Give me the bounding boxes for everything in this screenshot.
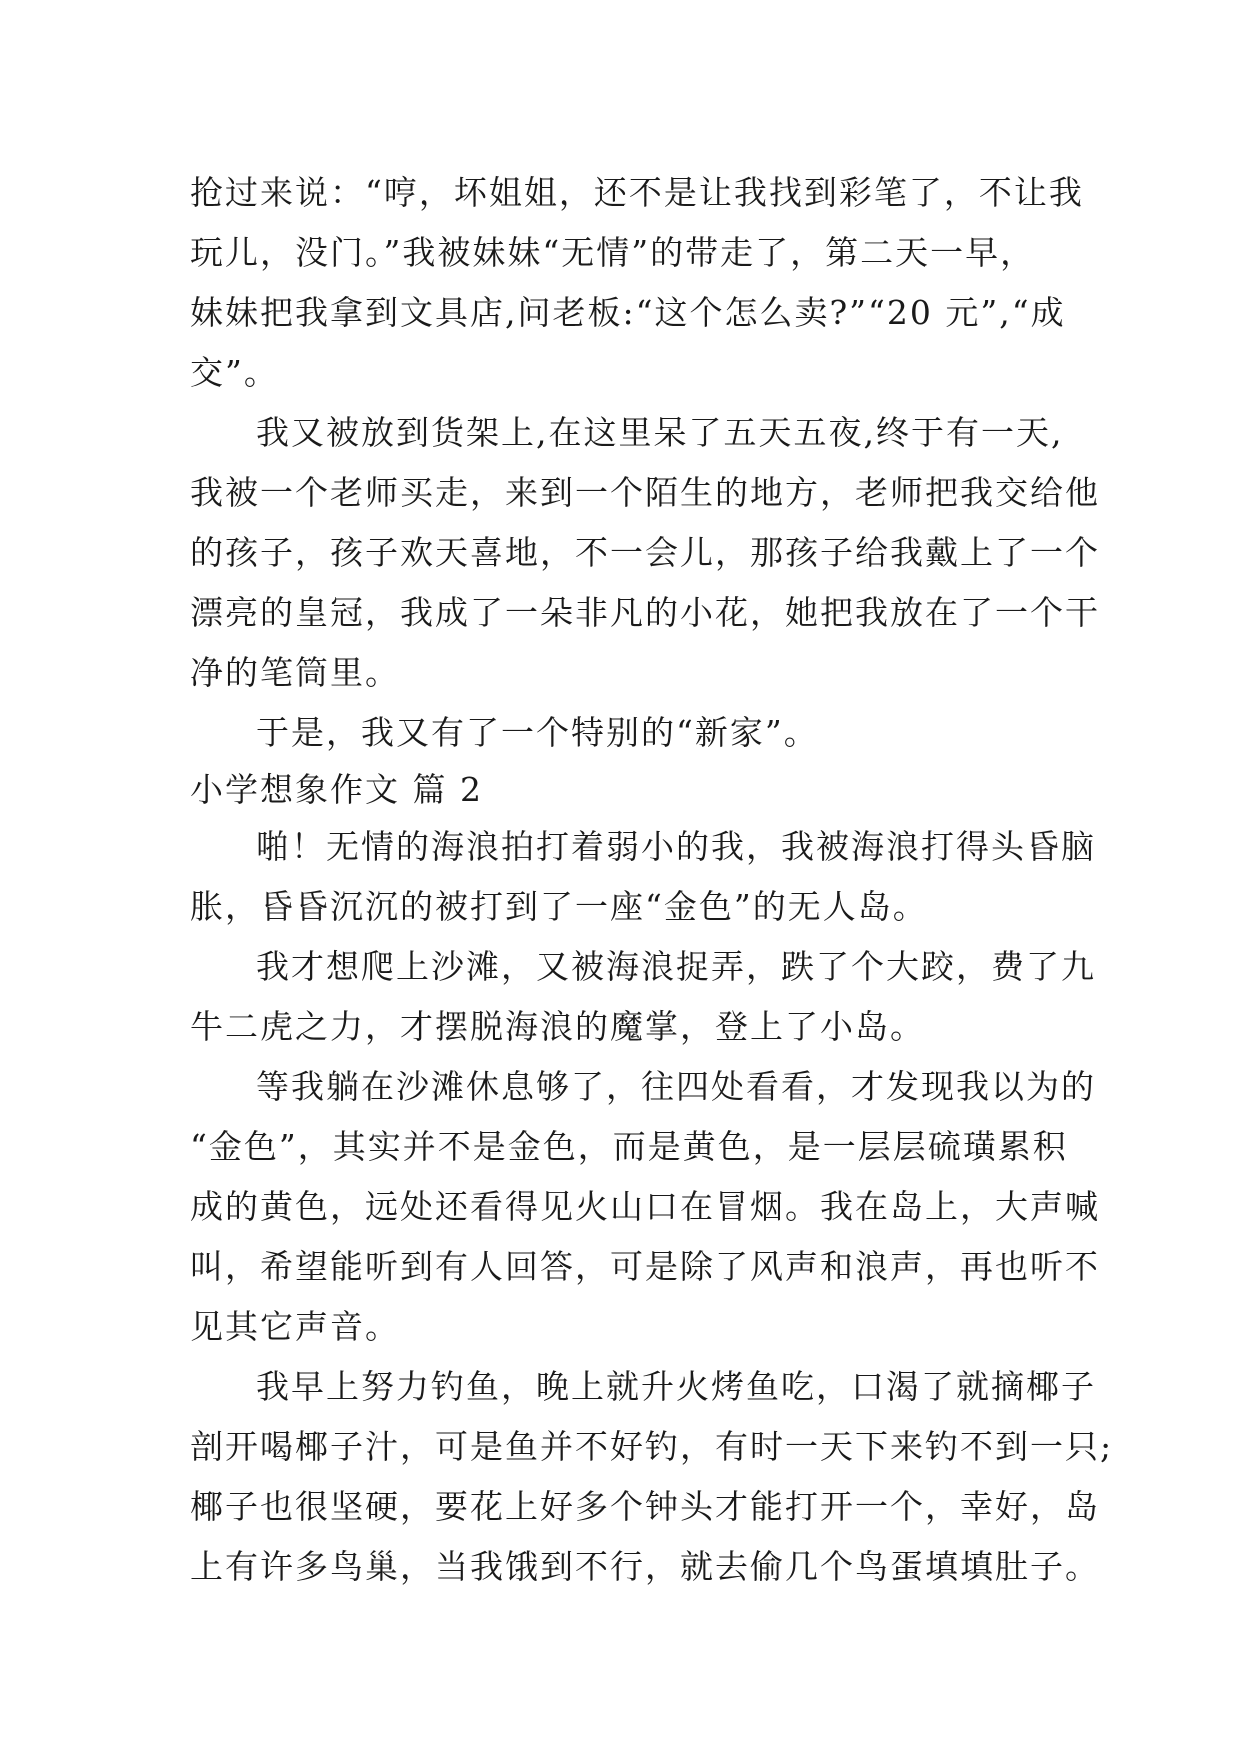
text-line: 剖开喝椰子汁，可是鱼并不好钓，有时一天下来钓不到一只; bbox=[190, 1427, 1114, 1466]
text-line: 胀，昏昏沉沉的被打到了一座“金色”的无人岛。 bbox=[190, 887, 928, 926]
text-line: 牛二虎之力，才摆脱海浪的魔掌，登上了小岛。 bbox=[190, 1007, 925, 1046]
paragraph-first-line: 我又被放到货架上,在这里呆了五天五夜,终于有一天, bbox=[256, 413, 1064, 452]
text-line: 叫，希望能听到有人回答，可是除了风声和浪声，再也听不 bbox=[190, 1247, 1100, 1286]
text-line: 见其它声音。 bbox=[190, 1307, 400, 1346]
document-body bbox=[190, 163, 1114, 1597]
text-line: 净的笔筒里。 bbox=[190, 653, 400, 692]
text-line: 椰子也很坚硬，要花上好多个钟头才能打开一个，幸好，岛 bbox=[190, 1487, 1100, 1526]
text-line: 交”。 bbox=[190, 353, 279, 392]
paragraph-first-line: 等我躺在沙滩休息够了，往四处看看，才发现我以为的 bbox=[256, 1067, 1096, 1106]
text-line: 上有许多鸟巢，当我饿到不行，就去偷几个鸟蛋填填肚子。 bbox=[190, 1547, 1100, 1586]
text-line: 妹妹把我拿到文具店,问老板:“这个怎么卖?”“20 元”,“成 bbox=[190, 293, 1066, 332]
text-line: 我被一个老师买走，来到一个陌生的地方，老师把我交给他 bbox=[190, 473, 1100, 512]
text-line: 玩儿，没门。”我被妹妹“无情”的带走了，第二天一早， bbox=[190, 233, 1036, 272]
text-line: 抢过来说：“哼，坏姐姐，还不是让我找到彩笔了，不让我 bbox=[190, 173, 1084, 212]
text-line: 漂亮的皇冠，我成了一朵非凡的小花，她把我放在了一个干 bbox=[190, 593, 1100, 632]
paragraph-first-line: 啪！无情的海浪拍打着弱小的我，我被海浪打得头昏脑 bbox=[256, 827, 1096, 866]
text-line: “金色”，其实并不是金色，而是黄色，是一层层硫璜累积 bbox=[190, 1127, 1068, 1166]
paragraph-first-line: 于是，我又有了一个特别的“新家”。 bbox=[256, 713, 819, 752]
section-heading: 小学想象作文 篇 2 bbox=[190, 770, 483, 809]
text-line: 的孩子，孩子欢天喜地，不一会儿，那孩子给我戴上了一个 bbox=[190, 533, 1100, 572]
paragraph-first-line: 我早上努力钓鱼，晚上就升火烤鱼吃，口渴了就摘椰子 bbox=[256, 1367, 1096, 1406]
paragraph-first-line: 我才想爬上沙滩，又被海浪捉弄，跌了个大跤，费了九 bbox=[256, 947, 1096, 986]
text-line: 成的黄色，远处还看得见火山口在冒烟。我在岛上，大声喊 bbox=[190, 1187, 1100, 1226]
